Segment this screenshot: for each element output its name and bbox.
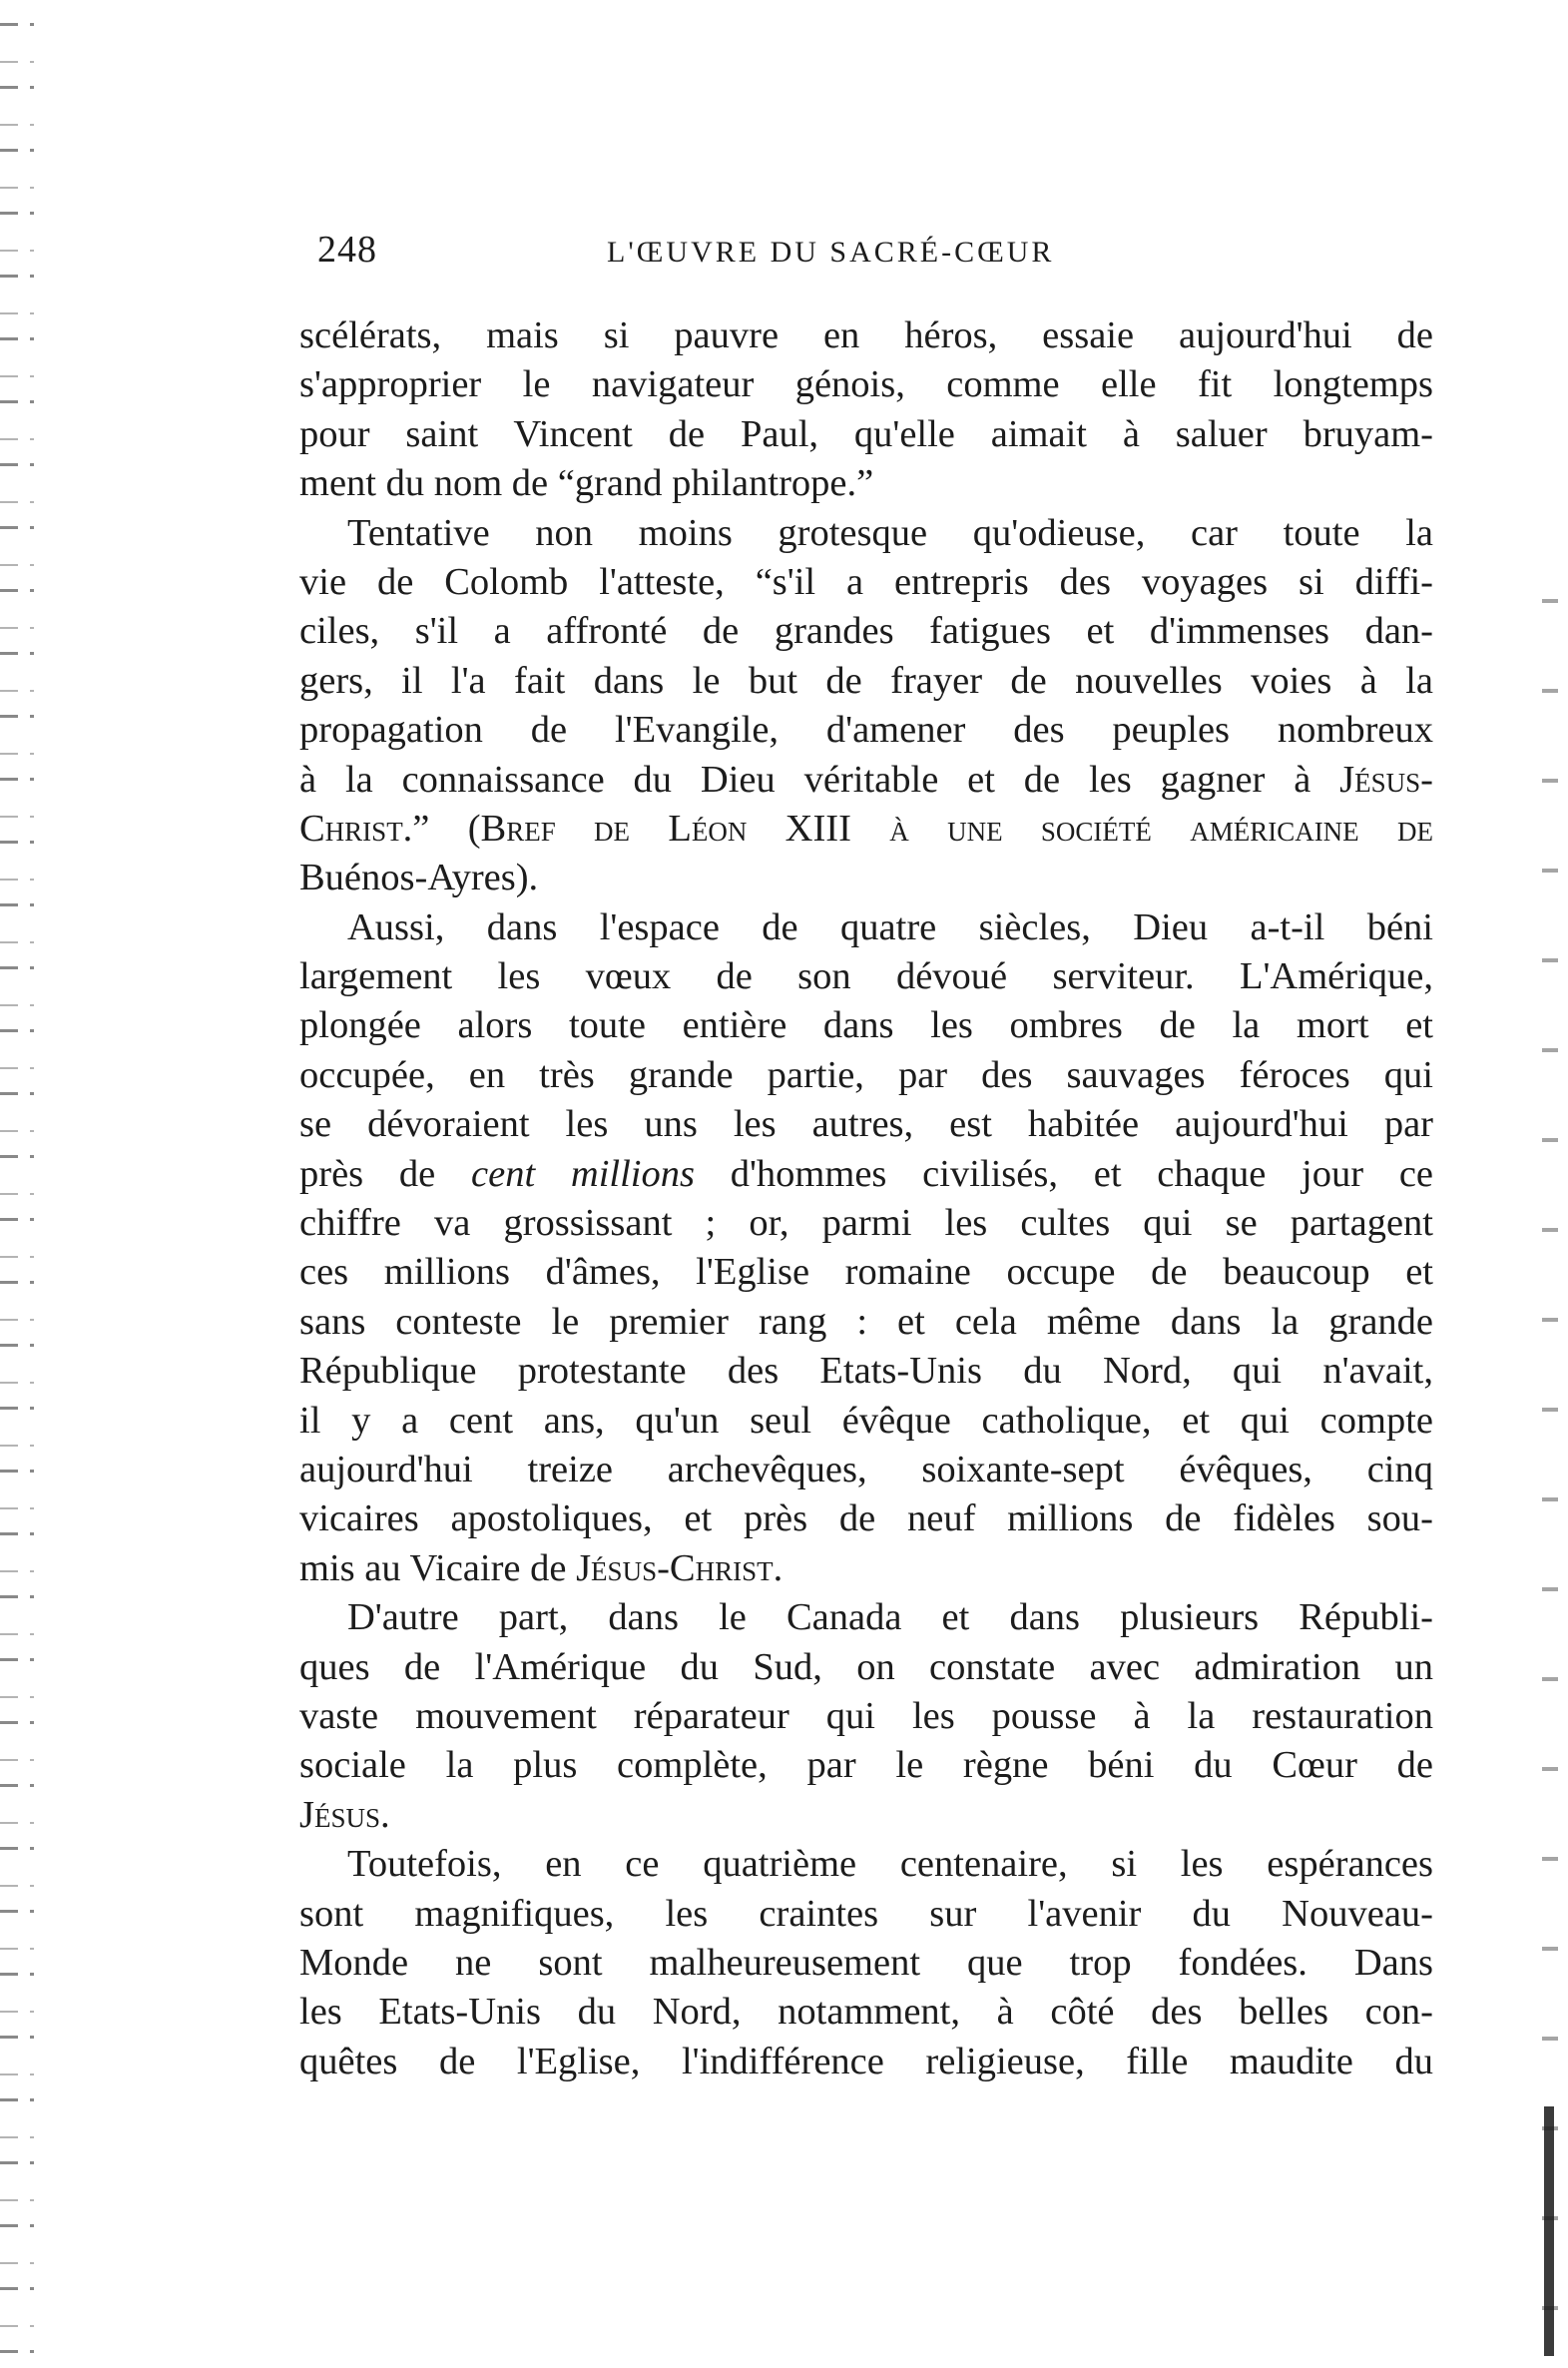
paragraph-start-line: D'autre part, dans le Canada et dans plusieurs Républi- [347,1596,1433,1639]
text-line: ces millions d'âmes, l'Eglise romaine occupe de beaucoup et [299,1251,1433,1294]
page-header [317,228,1455,288]
text-line: propagation de l'Evangile, d'amener des peuples nombreux [299,709,1433,752]
text-line [299,1791,1433,1840]
paragraph-start-line: Aussi, dans l'espace de quatre siècles, Dieu a-t-il béni [347,905,1433,948]
text-line: chiffre va grossissant ; or, parmi les cultes qui se partagent [299,1202,1433,1245]
text-line: ment du nom de “grand philantrope.” [299,462,874,505]
text-line: près de cent millions d'hommes civilisés, et chaque jour ce [299,1152,1434,1195]
text-line: à la connaissance du Dieu véritable et de les gagner à Jésus- [299,758,1433,801]
text-line: pour saint Vincent de Paul, qu'elle aimait à saluer bruyam- [299,412,1433,455]
running-head: L'ŒUVRE DU SACRÉ-CŒUR [607,236,1055,269]
text-line: occupée, en très grande partie, par des sauvages féroces qui [299,1053,1433,1096]
text-line: vicaires apostoliques, et près de neuf millions de fidèles sou- [299,1497,1433,1540]
small-caps-jesus-end: Jésus. [299,1793,390,1836]
text-line: gers, il l'a fait dans le but de frayer de nouvelles voies à la [299,659,1433,702]
text-line: mis au Vicaire de Jésus-Christ. [299,1546,784,1589]
text-line: ques de l'Amérique du Sud, on constate avec admiration un [299,1645,1433,1688]
page-number: 248 [317,229,377,271]
text-line: aujourd'hui treize archevêques, soixante-sept évêques, cinq [299,1448,1433,1490]
text-line: Monde ne sont malheureusement que trop fondées. Dans [299,1941,1433,1984]
small-caps-jesus: Jésus- [1339,758,1433,801]
scanned-right-edge [1542,559,1558,2366]
text-line: largement les vœux de son dévoué serviteur. L'Amérique, [299,955,1433,998]
text-line: Buénos-Ayres). [299,857,539,899]
text-line: s'approprier le navigateur génois, comme elle fit longtemps [299,363,1433,406]
text-line: sont magnifiques, les craintes sur l'avenir du Nouveau- [299,1892,1433,1935]
small-caps-jesus-christ: Jésus-Christ. [576,1546,784,1589]
text-line: plongée alors toute entière dans les ombres de la mort et [299,1004,1433,1047]
text-line: ciles, s'il a affronté de grandes fatigues et d'immenses dan- [299,610,1433,653]
text-line: vaste mouvement réparateur qui les pousse à la restauration [299,1694,1433,1737]
text-line: les Etats-Unis du Nord, notamment, à côté des belles con- [299,1991,1433,2034]
text-line: quêtes de l'Eglise, l'indifférence religieuse, fille maudite du [299,2040,1433,2082]
text-line: il y a cent ans, qu'un seul évêque catholique, et qui compte [299,1399,1433,1442]
text-line [299,805,1433,854]
text-line: sociale la plus complète, par le règne béni du Cœur de [299,1744,1433,1787]
text-line: sans conteste le premier rang : et cela même dans la grande [299,1300,1433,1343]
text-line: République protestante des Etats-Unis du Nord, qui n'avait, [299,1350,1433,1393]
paragraph-start-line: Toutefois, en ce quatrième centenaire, si les espérances [347,1843,1433,1886]
small-caps-christ: Christ.” (Bref de Léon XIII à une société américaine de [299,807,1433,850]
paragraph-start-line: Tentative non moins grotesque qu'odieuse, car toute la [347,511,1433,554]
text-line: scélérats, mais si pauvre en héros, essaie aujourd'hui de [299,314,1433,356]
text-line: se dévoraient les uns les autres, est habitée aujourd'hui par [299,1103,1433,1146]
text-line: vie de Colomb l'atteste, “s'il a entrepris des voyages si diffi- [299,560,1433,603]
italic-phrase: cent millions [471,1152,695,1195]
body-text [299,311,1433,2086]
scanned-gutter-edge [0,0,60,2368]
